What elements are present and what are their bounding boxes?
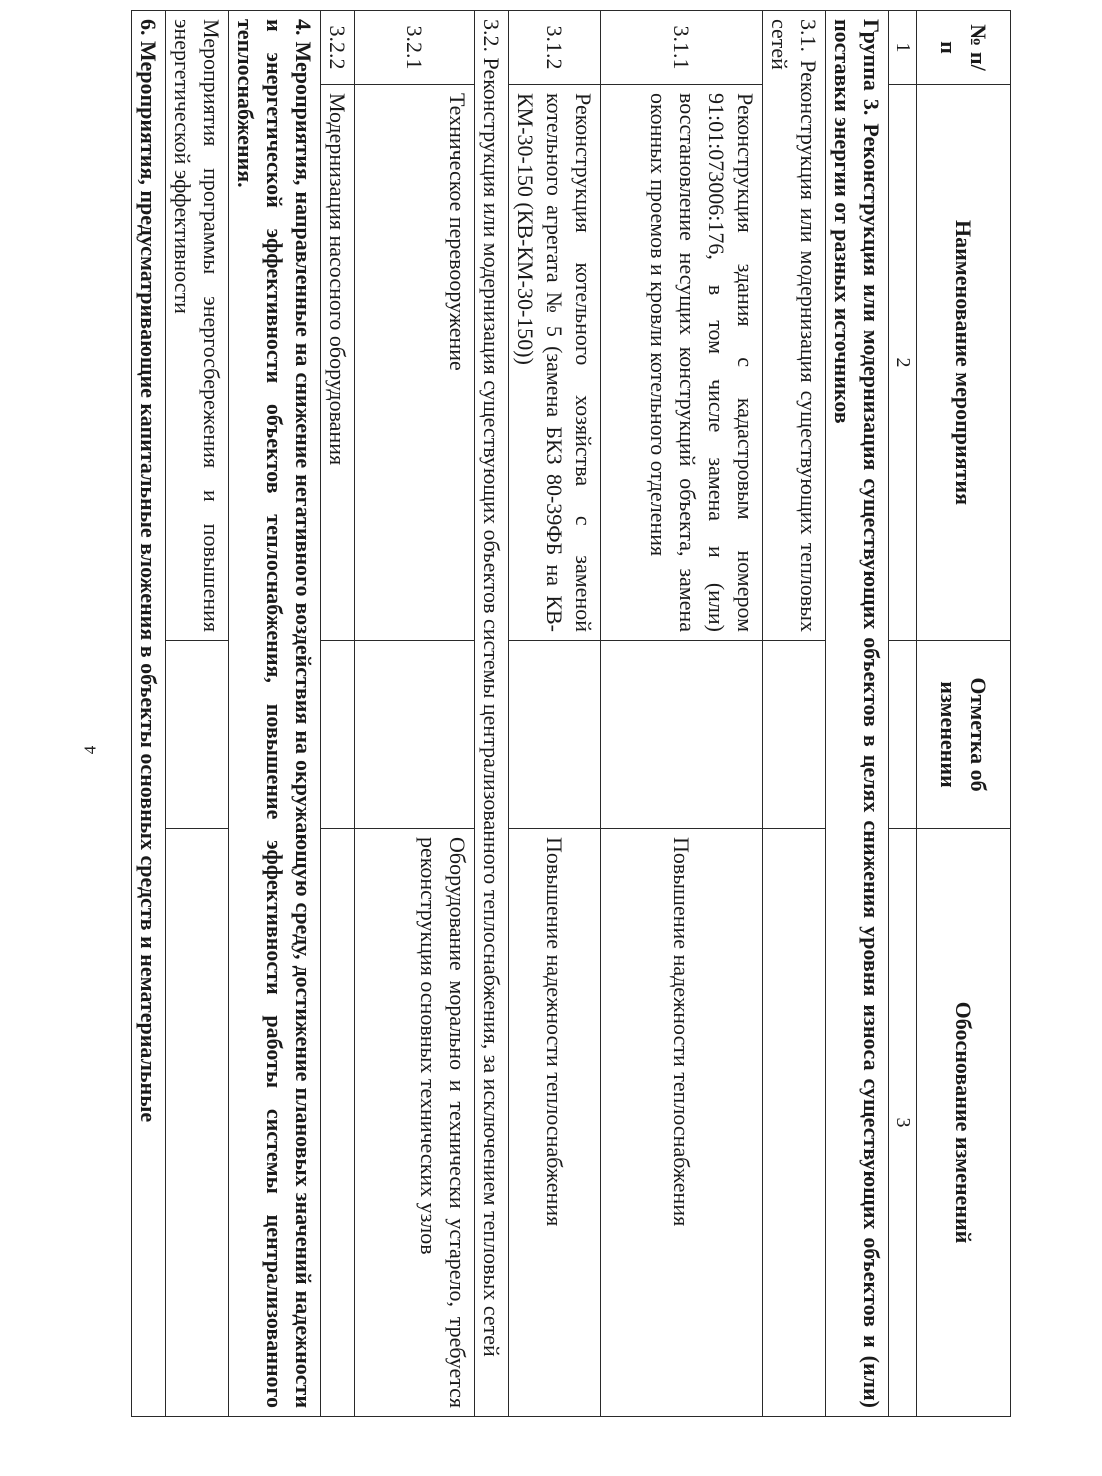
- header-col-reason: Обоснование изменений: [917, 829, 1011, 1417]
- header-col-mark: Отметка об изменении: [917, 641, 1011, 829]
- group3-heading: Группа 3. Реконструкция или модернизация существующих объектов в целях снижения уровня износа существующих объектов и (или) поставки энергии от разных источников: [825, 11, 888, 1417]
- header-col-name: Наименование мероприятия: [917, 85, 1011, 641]
- table-row: [165, 11, 228, 1417]
- table-row: [825, 11, 888, 1417]
- section-6-heading: 6. Мероприятия, предусматривающие капитальные вложения в объекты основных средств и нематериальные: [131, 11, 165, 1417]
- measure-name: Реконструкция котельного хозяйства с заменой котельного агрегата № 5 (замена БКЗ 80-39ФБ на КВ-КМ-30-150 (КВ-КМ-30-150)): [508, 85, 600, 641]
- column-number-row: [889, 11, 917, 1417]
- mark-cell: [354, 641, 474, 829]
- measure-name: Реконструкция здания с кадастровым номером 91:01:073006:176, в том числе замена и (или) восстановление несущих конструкций объекта, замена оконных проемов и кровли котельного отделения: [600, 85, 762, 641]
- reason-cell: Оборудование морально и технически устарело, требуется реконструкция основных технических узлов: [354, 829, 474, 1417]
- measure-name: Техническое перевооружение: [354, 85, 474, 641]
- mark-cell: [600, 641, 762, 829]
- reason-cell: [762, 829, 825, 1417]
- row-number: 3.1.1: [600, 11, 762, 85]
- reason-cell: [320, 829, 354, 1417]
- measure-name: Мероприятия программы энергосбережения и повышения энергетической эффективности: [165, 11, 228, 641]
- column-number-1: 1: [889, 11, 917, 85]
- row-number: 3.2.2: [320, 11, 354, 85]
- mark-cell: [762, 641, 825, 829]
- section-3-1: 3.1. Реконструкция или модернизация существующих тепловых сетей: [762, 11, 825, 641]
- measure-name: Модернизация насосного оборудования: [320, 85, 354, 641]
- reason-cell: Повышение надежности теплоснабжения: [508, 829, 600, 1417]
- page-number: 4: [80, 745, 100, 755]
- table-row: [320, 11, 354, 1417]
- column-number-2: 2: [889, 85, 917, 641]
- table-row: [762, 11, 825, 1417]
- section-4-heading: 4. Мероприятия, направленные на снижение негативного воздействия на окружающую среду, достижение плановых значений надежности и энергетической эффективности объектов теплоснабжения, повышение эффективности работы системы централизованного теплоснабжения.: [228, 11, 320, 1417]
- table-row: [354, 11, 474, 1417]
- section-3-2: 3.2. Реконструкция или модернизация существующих объектов системы централизованного теплоснабжения, за исключением тепловых сетей: [474, 11, 508, 1417]
- table-row: [508, 11, 600, 1417]
- mark-cell: [320, 641, 354, 829]
- table-header-row: [917, 11, 1011, 1417]
- reason-cell: Повышение надежности теплоснабжения: [600, 829, 762, 1417]
- measures-table: [131, 10, 1011, 1417]
- header-col-number: № п/п: [917, 11, 1011, 85]
- mark-cell: [508, 641, 600, 829]
- column-number-empty: [889, 641, 917, 829]
- table-row: [228, 11, 320, 1417]
- column-number-3: 3: [889, 829, 917, 1417]
- table-row: [131, 11, 165, 1417]
- table-row: [600, 11, 762, 1417]
- row-number: 3.1.2: [508, 11, 600, 85]
- mark-cell: [165, 641, 228, 829]
- table-row: [474, 11, 508, 1417]
- row-number: 3.2.1: [354, 11, 474, 85]
- reason-cell: [165, 829, 228, 1417]
